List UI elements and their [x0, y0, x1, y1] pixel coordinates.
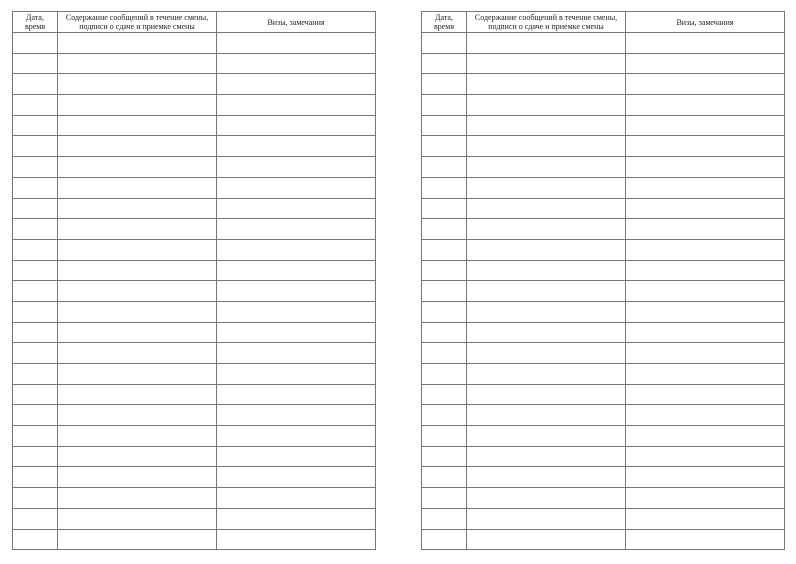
- cell-date[interactable]: [422, 157, 467, 178]
- table-row: [422, 219, 785, 240]
- cell-visa[interactable]: [626, 177, 785, 198]
- cell-content[interactable]: [467, 95, 626, 116]
- cell-content[interactable]: [467, 53, 626, 74]
- table-row: [422, 177, 785, 198]
- cell-visa[interactable]: [217, 74, 376, 95]
- cell-visa[interactable]: [217, 301, 376, 322]
- col-header-content: Содержание сообщений в течение смены, подписи о сдаче и приемке смены: [467, 12, 626, 33]
- cell-date[interactable]: [13, 343, 58, 364]
- table-row: [13, 115, 376, 136]
- log-rows: [13, 33, 376, 550]
- cell-date[interactable]: [13, 405, 58, 426]
- cell-content[interactable]: [58, 157, 217, 178]
- table-row: [422, 364, 785, 385]
- cell-visa[interactable]: [626, 384, 785, 405]
- cell-date[interactable]: [13, 281, 58, 302]
- cell-content[interactable]: [467, 198, 626, 219]
- cell-date[interactable]: [13, 446, 58, 467]
- table-row: [422, 322, 785, 343]
- table-row: [13, 95, 376, 116]
- table-row: [422, 384, 785, 405]
- cell-visa[interactable]: [217, 384, 376, 405]
- cell-date[interactable]: [422, 467, 467, 488]
- cell-date[interactable]: [422, 33, 467, 54]
- table-row: [13, 343, 376, 364]
- table-row: [422, 446, 785, 467]
- cell-date[interactable]: [13, 136, 58, 157]
- col-header-date: Дата, время: [13, 12, 58, 33]
- cell-date[interactable]: [422, 405, 467, 426]
- cell-content[interactable]: [58, 426, 217, 447]
- table-row: [13, 219, 376, 240]
- cell-visa[interactable]: [626, 529, 785, 550]
- cell-visa[interactable]: [217, 33, 376, 54]
- cell-content[interactable]: [467, 446, 626, 467]
- table-row: [422, 239, 785, 260]
- cell-date[interactable]: [422, 219, 467, 240]
- cell-content[interactable]: [467, 157, 626, 178]
- cell-visa[interactable]: [626, 446, 785, 467]
- cell-visa[interactable]: [626, 74, 785, 95]
- cell-date[interactable]: [13, 74, 58, 95]
- cell-date[interactable]: [422, 198, 467, 219]
- cell-content[interactable]: [467, 74, 626, 95]
- cell-date[interactable]: [422, 364, 467, 385]
- cell-date[interactable]: [422, 177, 467, 198]
- cell-content[interactable]: [467, 115, 626, 136]
- cell-date[interactable]: [13, 177, 58, 198]
- cell-date[interactable]: [13, 426, 58, 447]
- cell-visa[interactable]: [217, 95, 376, 116]
- table-row: [13, 260, 376, 281]
- cell-content[interactable]: [467, 281, 626, 302]
- table-row: [13, 136, 376, 157]
- cell-content[interactable]: [58, 301, 217, 322]
- cell-visa[interactable]: [217, 488, 376, 509]
- header-row: [422, 12, 785, 33]
- cell-content[interactable]: [467, 260, 626, 281]
- cell-content[interactable]: [58, 322, 217, 343]
- table-row: [13, 488, 376, 509]
- table-row: [13, 508, 376, 529]
- table-row: [13, 467, 376, 488]
- cell-content[interactable]: [467, 508, 626, 529]
- cell-visa[interactable]: [626, 467, 785, 488]
- cell-content[interactable]: [467, 405, 626, 426]
- cell-content[interactable]: [467, 322, 626, 343]
- cell-visa[interactable]: [626, 95, 785, 116]
- cell-content[interactable]: [467, 177, 626, 198]
- table-row: [422, 301, 785, 322]
- cell-date[interactable]: [13, 219, 58, 240]
- cell-date[interactable]: [422, 322, 467, 343]
- cell-date[interactable]: [422, 343, 467, 364]
- cell-content[interactable]: [58, 446, 217, 467]
- table-row: [13, 281, 376, 302]
- cell-date[interactable]: [13, 364, 58, 385]
- cell-date[interactable]: [422, 115, 467, 136]
- table-row: [422, 74, 785, 95]
- cell-date[interactable]: [422, 529, 467, 550]
- cell-content[interactable]: [58, 405, 217, 426]
- cell-visa[interactable]: [217, 322, 376, 343]
- cell-date[interactable]: [422, 95, 467, 116]
- cell-date[interactable]: [422, 426, 467, 447]
- cell-content[interactable]: [58, 239, 217, 260]
- cell-content[interactable]: [58, 136, 217, 157]
- cell-visa[interactable]: [217, 426, 376, 447]
- cell-visa[interactable]: [626, 219, 785, 240]
- cell-date[interactable]: [13, 322, 58, 343]
- table-row: [422, 529, 785, 550]
- table-row: [422, 508, 785, 529]
- cell-visa[interactable]: [626, 322, 785, 343]
- cell-date[interactable]: [13, 384, 58, 405]
- table-row: [422, 467, 785, 488]
- cell-visa[interactable]: [626, 281, 785, 302]
- cell-content[interactable]: [58, 74, 217, 95]
- cell-visa[interactable]: [217, 405, 376, 426]
- cell-date[interactable]: [422, 74, 467, 95]
- cell-content[interactable]: [58, 260, 217, 281]
- cell-content[interactable]: [58, 53, 217, 74]
- table-row: [13, 529, 376, 550]
- table-row: [13, 405, 376, 426]
- table-row: [422, 488, 785, 509]
- cell-visa[interactable]: [626, 260, 785, 281]
- table-row: [422, 136, 785, 157]
- cell-visa[interactable]: [217, 508, 376, 529]
- cell-visa[interactable]: [217, 281, 376, 302]
- cell-date[interactable]: [422, 53, 467, 74]
- table-row: [13, 74, 376, 95]
- cell-date[interactable]: [422, 446, 467, 467]
- right-page: [421, 11, 785, 550]
- cell-content[interactable]: [467, 467, 626, 488]
- cell-visa[interactable]: [626, 508, 785, 529]
- table-row: [422, 426, 785, 447]
- cell-content[interactable]: [58, 384, 217, 405]
- cell-content[interactable]: [467, 301, 626, 322]
- cell-date[interactable]: [13, 198, 58, 219]
- cell-content[interactable]: [58, 219, 217, 240]
- cell-visa[interactable]: [217, 157, 376, 178]
- cell-visa[interactable]: [626, 33, 785, 54]
- log-rows: [422, 33, 785, 550]
- cell-visa[interactable]: [217, 364, 376, 385]
- cell-date[interactable]: [422, 301, 467, 322]
- table-row: [13, 177, 376, 198]
- cell-content[interactable]: [58, 198, 217, 219]
- cell-content[interactable]: [467, 239, 626, 260]
- cell-content[interactable]: [467, 488, 626, 509]
- log-table-right: [421, 11, 785, 550]
- cell-visa[interactable]: [217, 529, 376, 550]
- cell-visa[interactable]: [217, 136, 376, 157]
- table-row: [422, 260, 785, 281]
- cell-visa[interactable]: [217, 177, 376, 198]
- table-row: [13, 198, 376, 219]
- cell-visa[interactable]: [626, 136, 785, 157]
- cell-date[interactable]: [13, 157, 58, 178]
- cell-content[interactable]: [58, 488, 217, 509]
- cell-content[interactable]: [58, 364, 217, 385]
- cell-visa[interactable]: [217, 260, 376, 281]
- cell-content[interactable]: [467, 426, 626, 447]
- cell-date[interactable]: [13, 260, 58, 281]
- cell-visa[interactable]: [626, 343, 785, 364]
- cell-content[interactable]: [58, 508, 217, 529]
- col-header-visa: Визы, замечания: [626, 12, 785, 33]
- cell-date[interactable]: [13, 529, 58, 550]
- table-row: [422, 53, 785, 74]
- cell-content[interactable]: [467, 136, 626, 157]
- header-row: [13, 12, 376, 33]
- cell-date[interactable]: [13, 239, 58, 260]
- cell-content[interactable]: [58, 281, 217, 302]
- cell-visa[interactable]: [626, 239, 785, 260]
- cell-visa[interactable]: [626, 198, 785, 219]
- table-row: [13, 53, 376, 74]
- cell-visa[interactable]: [217, 239, 376, 260]
- table-row: [13, 157, 376, 178]
- cell-content[interactable]: [58, 467, 217, 488]
- col-header-visa: Визы, замечания: [217, 12, 376, 33]
- cell-content[interactable]: [58, 95, 217, 116]
- col-header-date: Дата, время: [422, 12, 467, 33]
- cell-content[interactable]: [58, 343, 217, 364]
- cell-date[interactable]: [13, 115, 58, 136]
- table-row: [13, 384, 376, 405]
- table-row: [13, 322, 376, 343]
- cell-content[interactable]: [58, 529, 217, 550]
- table-row: [13, 301, 376, 322]
- left-page: [12, 11, 376, 550]
- cell-date[interactable]: [422, 260, 467, 281]
- cell-content[interactable]: [58, 33, 217, 54]
- table-row: [13, 364, 376, 385]
- table-row: [422, 157, 785, 178]
- cell-visa[interactable]: [626, 157, 785, 178]
- cell-visa[interactable]: [626, 488, 785, 509]
- cell-visa[interactable]: [626, 301, 785, 322]
- cell-date[interactable]: [422, 281, 467, 302]
- cell-content[interactable]: [58, 115, 217, 136]
- table-row: [13, 239, 376, 260]
- cell-visa[interactable]: [626, 115, 785, 136]
- cell-date[interactable]: [422, 508, 467, 529]
- table-row: [422, 95, 785, 116]
- table-row: [422, 281, 785, 302]
- cell-visa[interactable]: [217, 53, 376, 74]
- cell-date[interactable]: [13, 95, 58, 116]
- cell-visa[interactable]: [217, 115, 376, 136]
- cell-content[interactable]: [467, 529, 626, 550]
- cell-date[interactable]: [422, 136, 467, 157]
- cell-visa[interactable]: [217, 446, 376, 467]
- cell-visa[interactable]: [217, 467, 376, 488]
- cell-visa[interactable]: [217, 198, 376, 219]
- col-header-content: Содержание сообщений в течение смены, подписи о сдаче и приемке смены: [58, 12, 217, 33]
- table-row: [13, 426, 376, 447]
- cell-content[interactable]: [58, 177, 217, 198]
- cell-visa[interactable]: [626, 53, 785, 74]
- table-row: [422, 33, 785, 54]
- cell-date[interactable]: [422, 239, 467, 260]
- cell-date[interactable]: [422, 488, 467, 509]
- cell-date[interactable]: [13, 467, 58, 488]
- cell-visa[interactable]: [626, 426, 785, 447]
- cell-date[interactable]: [13, 33, 58, 54]
- log-table-left: [12, 11, 376, 550]
- table-row: [13, 33, 376, 54]
- cell-visa[interactable]: [217, 343, 376, 364]
- table-row: [422, 198, 785, 219]
- cell-content[interactable]: [467, 343, 626, 364]
- cell-date[interactable]: [13, 53, 58, 74]
- table-row: [422, 405, 785, 426]
- table-row: [13, 446, 376, 467]
- cell-date[interactable]: [422, 384, 467, 405]
- cell-visa[interactable]: [217, 219, 376, 240]
- cell-date[interactable]: [13, 508, 58, 529]
- cell-visa[interactable]: [626, 364, 785, 385]
- cell-content[interactable]: [467, 364, 626, 385]
- cell-visa[interactable]: [626, 405, 785, 426]
- cell-date[interactable]: [13, 488, 58, 509]
- table-row: [422, 115, 785, 136]
- cell-content[interactable]: [467, 33, 626, 54]
- cell-content[interactable]: [467, 219, 626, 240]
- cell-date[interactable]: [13, 301, 58, 322]
- table-row: [422, 343, 785, 364]
- cell-content[interactable]: [467, 384, 626, 405]
